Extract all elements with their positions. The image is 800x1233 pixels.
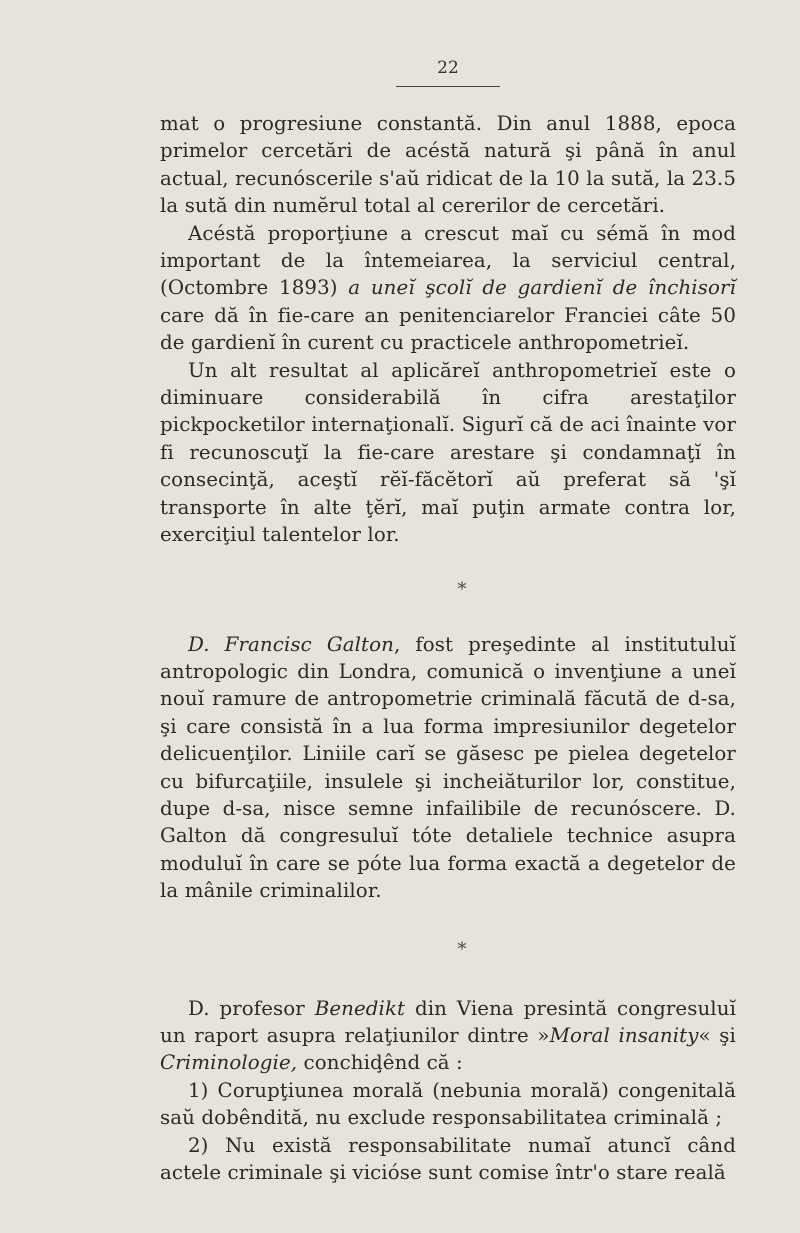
header-rule	[396, 86, 500, 87]
paragraph-4	[160, 631, 736, 905]
paragraph-2	[160, 220, 736, 357]
paragraph-2-text-b: care dă în fie-care an penitenciarelor Franciei câte 50 de gardienĭ în curent cu practicele anthropometrieĭ.	[160, 303, 736, 355]
paragraph-5-italic-term: Moral insanity	[549, 1023, 699, 1047]
body-text	[160, 110, 736, 1186]
paragraph-2-italic: a uneĭ şcolĭ de gardienĭ de închisorĭ	[348, 276, 736, 300]
section-separator-1: *	[457, 578, 467, 600]
section-separator-2: *	[457, 938, 467, 960]
paragraph-5-text-a: D. profesor	[188, 996, 315, 1020]
paragraph-7: 2) Nu există responsabilitate numaĭ atuncĭ când actele criminale şi viciόse sunt comise într'o stare reală	[160, 1133, 736, 1184]
paragraph-5-text-c: « şi	[698, 1023, 736, 1047]
paragraph-5	[160, 995, 736, 1077]
paragraph-4-italic-name: D. Francisc Galton	[188, 632, 394, 656]
paragraph-6: 1) Corupţiunea morală (nebunia morală) congenitală saŭ dobêndită, nu exclude responsabilitatea criminală ;	[160, 1078, 736, 1130]
paragraph-3: Un alt resultat al aplicăreĭ anthropometrieĭ este o diminuare considerabilă în cifra arestaţilor pickpocketilor internaţionalĭ. Sigurĭ că de aci înainte vor fi recunoscuţĭ la fie-care arestare şi condamnaţĭ în consecinţă, aceştĭ rĕĭ-făcĕtorĭ aŭ preferat să 'şĭ transporte în alte ţĕrĭ, maĭ puţin armate contra lor, exerciţiul talentelor lor.	[160, 358, 736, 547]
paragraph-5-italic-term-2: Criminologie,	[160, 1051, 298, 1075]
paragraph-2-text-a: Acéstă proporţiune a crescut maĭ cu sémă în mod important de la întemeiarea, la serviciul central, (Octombre 1893)	[160, 221, 736, 300]
paragraph-5-text-b: din Viena presintă congresuluĭ un raport asupra relaţiunilor dintre »	[160, 996, 736, 1047]
paragraph-4-text: , fost preşedinte al institutuluĭ antropologic din Londra, comunică o invenţiune a uneĭ nouĭ ramure de antropometrie criminală făcută de d-sa, şi care consistă în a lua forma impresiunilor degetelor delicuenţilor. Liniile carĭ se găsesc pe pielea degetelor cu bifurcaţiile, insulele şi incheiăturilor lor, constitue, dupe d-sa, nisce semne infailibile de recunóscere. D. Galton dă congresuluĭ tóte detaliele technice asupra moduluĭ în care se póte lua forma exactă a degetelor de la mânile criminalilor.	[160, 632, 736, 903]
page-number: 22	[437, 58, 459, 78]
paragraph-1: mat o progresiune constantă. Din anul 1888, epoca primelor cercetări de acéstă natură şi până în anul actual, recunóscerile s'aŭ ridicat de la 10 la sută, la 23.5 la sută din numĕrul total al cererilor de cercetări.	[160, 112, 736, 218]
paragraph-5-italic-name: Benedikt	[314, 996, 406, 1020]
paragraph-5-text-d: conchiḑênd că :	[297, 1051, 463, 1075]
